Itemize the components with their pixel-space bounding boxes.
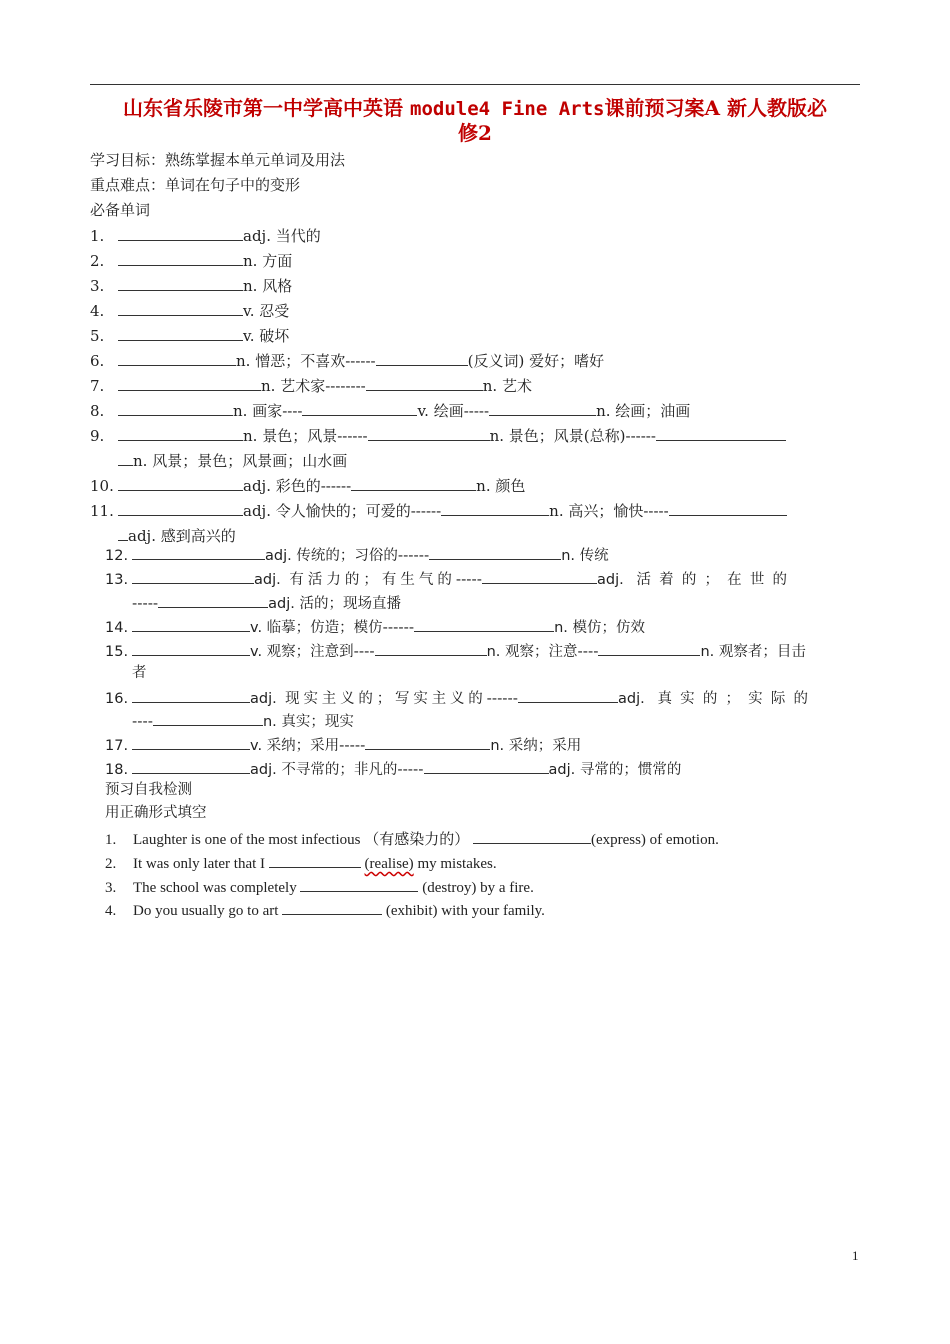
fill-in-heading: 用正确形式填空 xyxy=(105,805,207,821)
self-check-heading: 预习自我检测 xyxy=(105,782,192,798)
vocab-item: 3. n. 风格 xyxy=(90,277,293,295)
answer-blank[interactable] xyxy=(118,500,243,516)
answer-blank[interactable] xyxy=(414,616,554,632)
difficulty-label: 重点难点： xyxy=(90,176,166,194)
vocab-item-continuation: adj. 感到高兴的 xyxy=(90,525,236,546)
vocab-item-continuation: ---- n. 真实；现实 xyxy=(105,710,354,732)
vocab-item: 9. n. 景色；风景------ n. 景色；风景(总称)------ xyxy=(90,425,786,446)
vocab-item: 17. v. 采纳；采用----- n. 采纳；采用 xyxy=(105,734,581,756)
answer-blank[interactable] xyxy=(118,225,243,241)
answer-blank[interactable] xyxy=(300,876,418,892)
exercise-sentence: 3. The school was completely (destroy) by a fire. xyxy=(105,876,534,898)
answer-blank[interactable] xyxy=(351,475,476,491)
answer-blank[interactable] xyxy=(118,350,236,366)
answer-blank[interactable] xyxy=(118,375,261,391)
answer-blank[interactable] xyxy=(669,500,787,516)
vocab-item: 7. n. 艺术家-------- n. 艺术 xyxy=(90,377,532,395)
answer-blank[interactable] xyxy=(376,350,468,366)
vocab-item: 13. adj. 有活力的；有生气的----- adj. 活着的；在世的 xyxy=(105,568,787,590)
answer-blank[interactable] xyxy=(118,450,133,466)
exercise-sentence: 1. Laughter is one of the most infectious （有感染力的） (express) of emotion. xyxy=(105,828,719,850)
answer-blank[interactable] xyxy=(132,758,250,774)
difficulty-line xyxy=(90,175,300,195)
vocab-item: 6. n. 憎恶；不喜欢------ (反义词) 爱好；嗜好 xyxy=(90,352,605,370)
answer-blank[interactable] xyxy=(441,500,549,516)
answer-blank[interactable] xyxy=(132,734,250,750)
answer-blank[interactable] xyxy=(302,400,417,416)
vocab-heading: 必备单词 xyxy=(90,201,151,219)
vocab-item: 11. adj. 令人愉快的；可爱的------ n. 高兴；愉快----- xyxy=(90,500,787,521)
answer-blank[interactable] xyxy=(118,425,243,441)
vocab-item: 8. n. 画家---- v. 绘画----- n. 绘画；油画 xyxy=(90,402,691,420)
vocab-item: 18. adj. 不寻常的；非凡的----- adj. 寻常的；惯常的 xyxy=(105,758,681,780)
answer-blank[interactable] xyxy=(366,375,483,391)
answer-blank[interactable] xyxy=(365,734,490,750)
answer-blank[interactable] xyxy=(153,710,263,726)
vocab-item: 5. v. 破坏 xyxy=(90,327,290,345)
page-number: 1 xyxy=(852,1248,859,1263)
answer-blank[interactable] xyxy=(656,425,786,441)
answer-blank[interactable] xyxy=(282,899,382,915)
answer-blank[interactable] xyxy=(118,325,243,341)
vocab-item: 15. v. 观察；注意到---- n. 观察；注意---- n. 观察者；目击 xyxy=(105,640,806,662)
vocab-item-continuation: ----- adj. 活的；现场直播 xyxy=(105,592,401,614)
answer-blank[interactable] xyxy=(132,568,254,584)
difficulty-text: 单词在句子中的变形 xyxy=(165,176,301,194)
vocab-item: 4. v. 忍受 xyxy=(90,302,290,320)
vocab-item: 12. adj. 传统的；习俗的------ n. 传统 xyxy=(105,544,609,566)
answer-blank[interactable] xyxy=(473,828,591,844)
answer-blank[interactable] xyxy=(368,425,490,441)
answer-blank[interactable] xyxy=(429,544,561,560)
answer-blank[interactable] xyxy=(158,592,268,608)
exercise-sentence: 4. Do you usually go to art (exhibit) with your family. xyxy=(105,899,545,921)
vocab-item-continuation: 者 xyxy=(132,665,147,681)
vocab-item: 10. adj. 彩色的------ n. 颜色 xyxy=(90,477,526,495)
vocab-item: 14. v. 临摹；仿造；模仿------ n. 模仿；仿效 xyxy=(105,616,645,638)
vocab-item: 16. adj. 现实主义的；写实主义的------ adj. 真实的；实际的 xyxy=(105,687,808,709)
answer-blank[interactable] xyxy=(269,852,361,868)
answer-blank[interactable] xyxy=(132,687,250,703)
answer-blank[interactable] xyxy=(375,640,487,656)
answer-blank[interactable] xyxy=(482,568,597,584)
objective-text: 熟练掌握本单元单词及用法 xyxy=(165,151,346,169)
answer-blank[interactable] xyxy=(489,400,596,416)
document-title xyxy=(90,96,860,145)
answer-blank[interactable] xyxy=(424,758,549,774)
answer-blank[interactable] xyxy=(132,544,265,560)
answer-blank[interactable] xyxy=(118,275,243,291)
answer-blank[interactable] xyxy=(118,300,243,316)
header-rule xyxy=(90,84,860,85)
answer-blank[interactable] xyxy=(132,616,250,632)
objective-label: 学习目标： xyxy=(90,151,166,169)
answer-blank[interactable] xyxy=(132,640,250,656)
vocab-item: 2. n. 方面 xyxy=(90,252,293,270)
vocab-item: 1. adj. 当代的 xyxy=(90,227,321,245)
exercise-sentence: 2. It was only later that I (realise) my mistakes. xyxy=(105,852,497,874)
answer-blank[interactable] xyxy=(118,400,233,416)
answer-blank[interactable] xyxy=(598,640,700,656)
answer-blank[interactable] xyxy=(118,250,243,266)
title-line2: 修2 xyxy=(458,121,492,145)
answer-blank[interactable] xyxy=(118,525,128,541)
answer-blank[interactable] xyxy=(518,687,618,703)
answer-blank[interactable] xyxy=(118,475,243,491)
vocab-item-continuation: n. 风景；景色；风景画；山水画 xyxy=(90,450,347,471)
objective-line xyxy=(90,150,345,170)
title-en-part: module4 Fine Arts xyxy=(410,98,605,120)
title-cn-part2: 课前预习案A 新人教版必 xyxy=(604,96,827,120)
title-cn-part1: 山东省乐陵市第一中学高中英语 xyxy=(123,96,404,120)
